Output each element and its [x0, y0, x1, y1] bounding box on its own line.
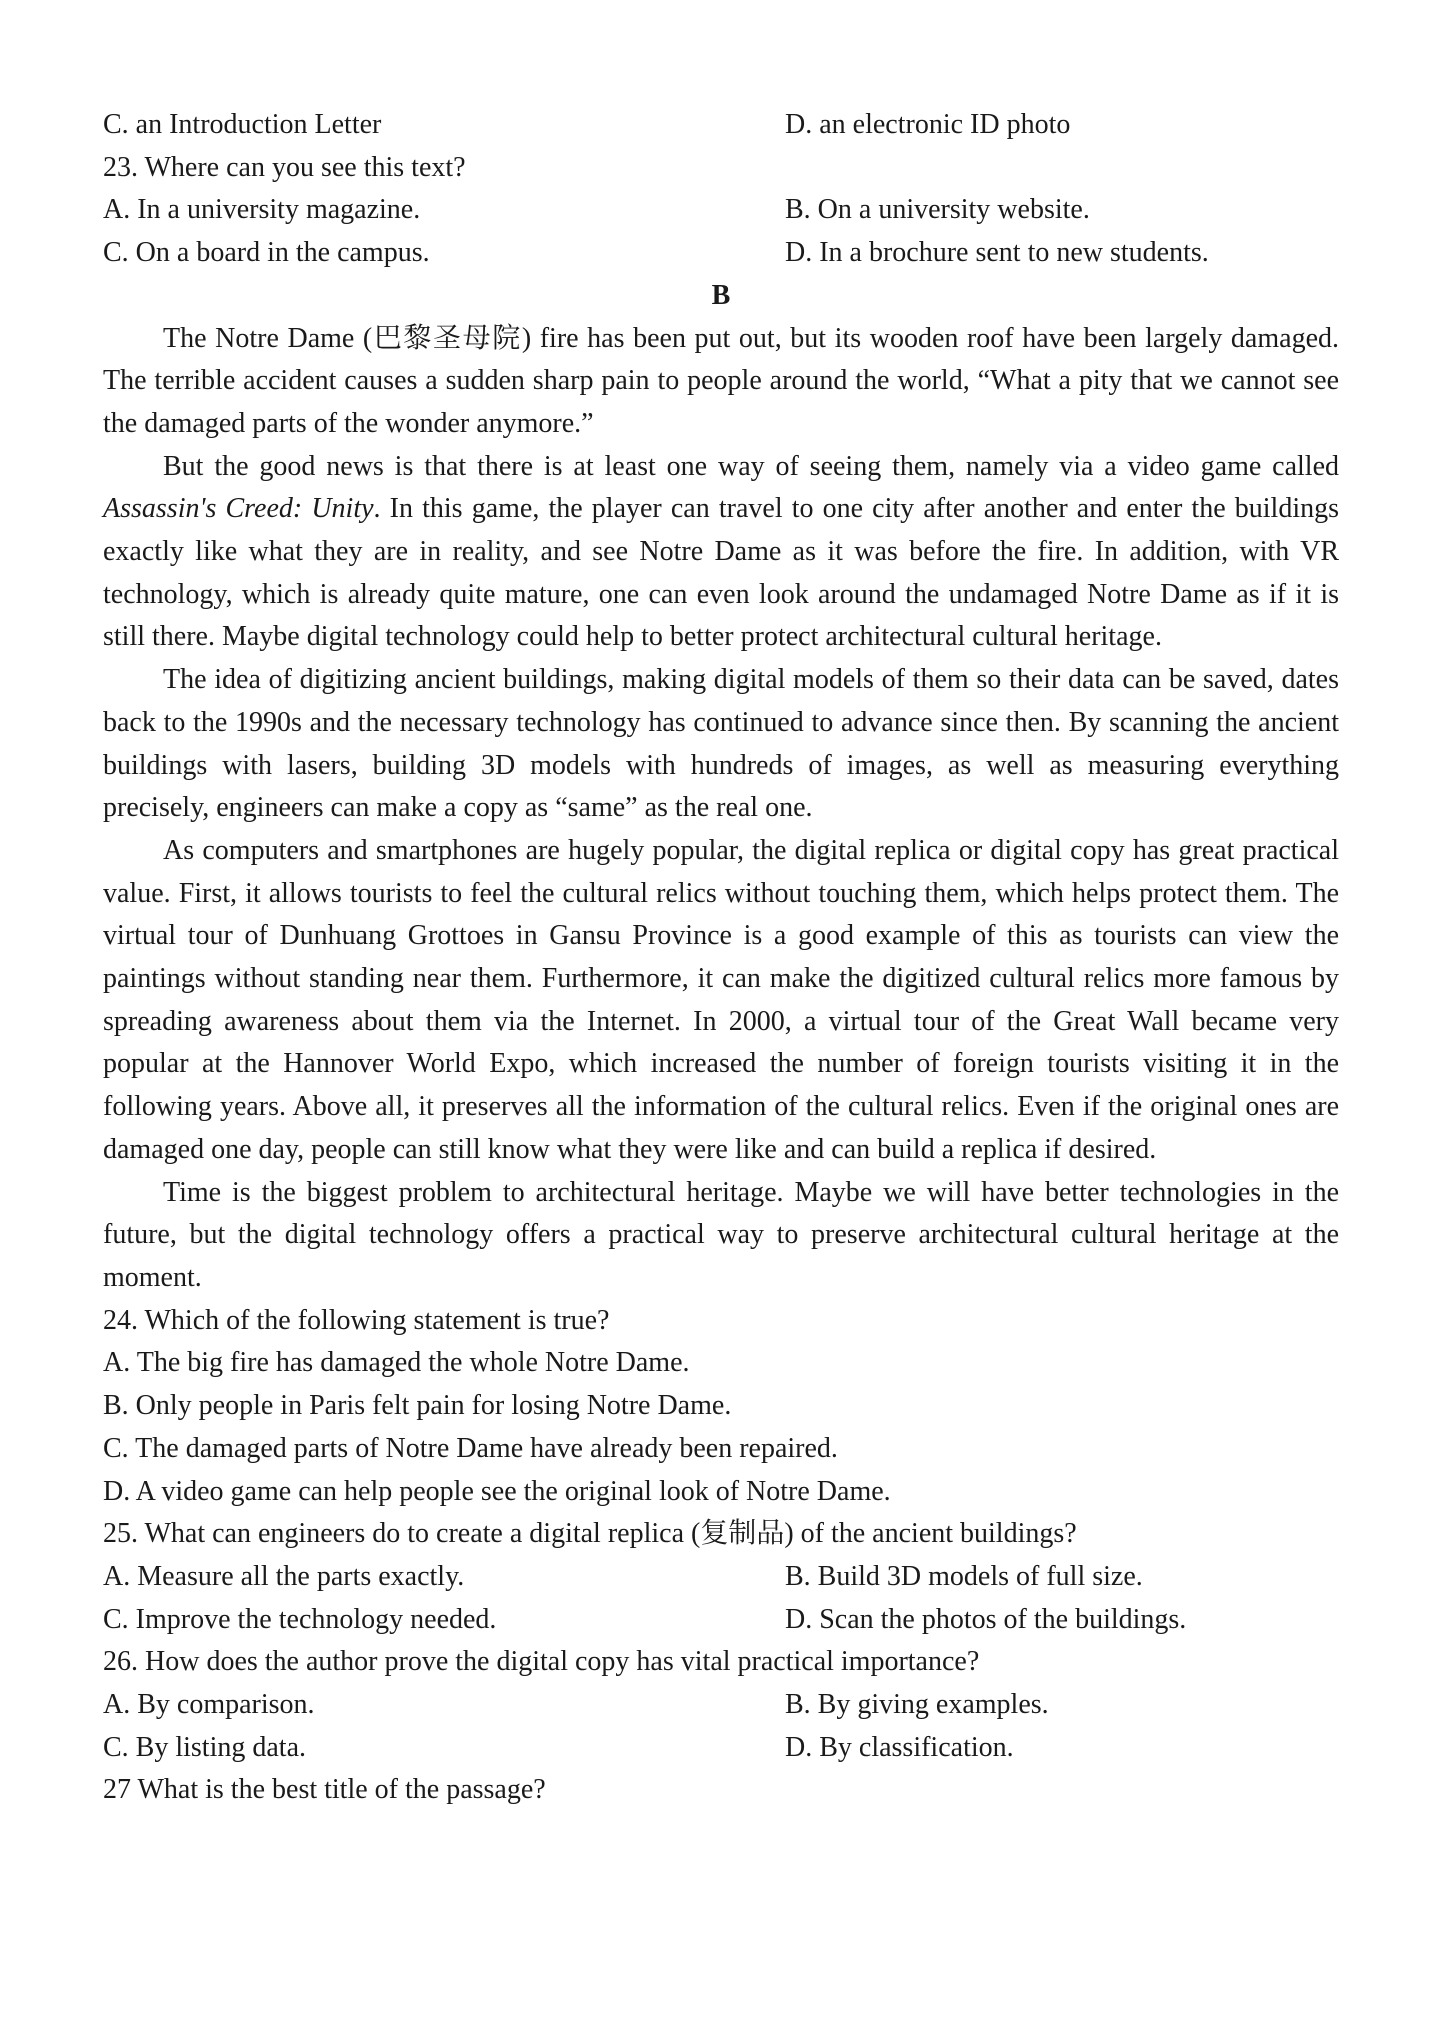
q23-option-c: C. On a board in the campus.	[103, 237, 430, 269]
section-b-heading: B	[711, 279, 731, 311]
passage-paragraph-3: The idea of digitizing ancient buildings, making digital models of them so their data can be saved, dates back to the 1990s and the necessary technology has continued to advance since then. By scanning the ancient buildings with lasers, building 3D models with hundreds of images, as well as measuring everything precisely, engineers can make a copy as “same” as the real one.	[103, 664, 1339, 824]
q23-question: 23. Where can you see this text?	[103, 151, 466, 183]
q26-option-b: B. By giving examples.	[785, 1689, 1049, 1721]
q25-option-b: B. Build 3D models of full size.	[785, 1560, 1143, 1592]
q23-option-b: B. On a university website.	[785, 194, 1090, 226]
q24-option-d: D. A video game can help people see the original look of Notre Dame.	[103, 1475, 891, 1507]
q23-option-a: A. In a university magazine.	[103, 194, 421, 226]
q25-options-row-cd	[103, 1599, 1339, 1642]
q22-options-row-cd	[103, 104, 1339, 147]
q27-question: 27 What is the best title of the passage?	[103, 1774, 546, 1806]
q23-options-row-ab	[103, 189, 1339, 232]
q26-option-d: D. By classification.	[785, 1731, 1014, 1763]
passage-paragraph-4: As computers and smartphones are hugely popular, the digital replica or digital copy has great practical value. First, it allows tourists to feel the cultural relics without touching them, which helps protect them. The virtual tour of Dunhuang Grottoes in Gansu Province is a good example of this as tourists can view the paintings without standing near them. Furthermore, it can make the digitized cultural relics more famous by spreading awareness about them via the Internet. In 2000, a virtual tour of the Great Wall became very popular at the Hannover World Expo, which increased the number of foreign tourists visiting it in the following years. Above all, it preserves all the information of the cultural relics. Even if the original ones are damaged one day, people can still know what they were like and can build a replica if desired.	[103, 834, 1339, 1165]
q25-option-c: C. Improve the technology needed.	[103, 1603, 497, 1635]
game-title: Assassin's Creed: Unity	[103, 493, 374, 525]
q26-options-row-ab	[103, 1684, 1339, 1727]
passage-paragraph-2	[103, 446, 1339, 660]
paragraph-2-text-end: . In this game, the player can travel to one city after another and enter the buildings exactly like what they are in reality, and see Notre Dame as it was before the fire. In addition, with VR technology, which is already quite mature, one can even look around the undamaged Notre Dame as if it is still there. Maybe digital technology could help to better protect architectural cultural heritage.	[103, 493, 1339, 653]
q24-option-c: C. The damaged parts of Notre Dame have already been repaired.	[103, 1432, 838, 1464]
paragraph-2-text-start: But the good news is that there is at least one way of seeing them, namely via a video game called	[163, 450, 1339, 482]
passage-paragraph-5: Time is the biggest problem to architectural heritage. Maybe we will have better technologies in the future, but the digital technology offers a practical way to preserve architectural cultural heritage at the moment.	[103, 1176, 1339, 1293]
q26-options-row-cd	[103, 1727, 1339, 1770]
q22-option-c: C. an Introduction Letter	[103, 109, 382, 140]
q25-question: 25. What can engineers do to create a digital replica (复制品) of the ancient buildings?	[103, 1518, 1077, 1550]
q24-option-a: A. The big fire has damaged the whole Notre Dame.	[103, 1347, 690, 1379]
q26-option-a: A. By comparison.	[103, 1689, 315, 1721]
q25-options-row-ab	[103, 1556, 1339, 1599]
q25-option-d: D. Scan the photos of the buildings.	[785, 1603, 1187, 1635]
q26-option-c: C. By listing data.	[103, 1731, 306, 1763]
q26-question: 26. How does the author prove the digital copy has vital practical importance?	[103, 1646, 980, 1678]
q24-option-b: B. Only people in Paris felt pain for losing Notre Dame.	[103, 1390, 732, 1422]
q23-option-d: D. In a brochure sent to new students.	[785, 237, 1209, 269]
q23-options-row-cd	[103, 232, 1339, 275]
q24-question: 24. Which of the following statement is true?	[103, 1304, 610, 1336]
passage-paragraph-1: The Notre Dame (巴黎圣母院) fire has been put out, but its wooden roof have been largely damaged. The terrible accident causes a sudden sharp pain to people around the world, “What a pity that we cannot see the damaged parts of the wonder anymore.”	[103, 322, 1339, 439]
q25-option-a: A. Measure all the parts exactly.	[103, 1560, 465, 1592]
q22-option-d: D. an electronic ID photo	[785, 109, 1071, 140]
